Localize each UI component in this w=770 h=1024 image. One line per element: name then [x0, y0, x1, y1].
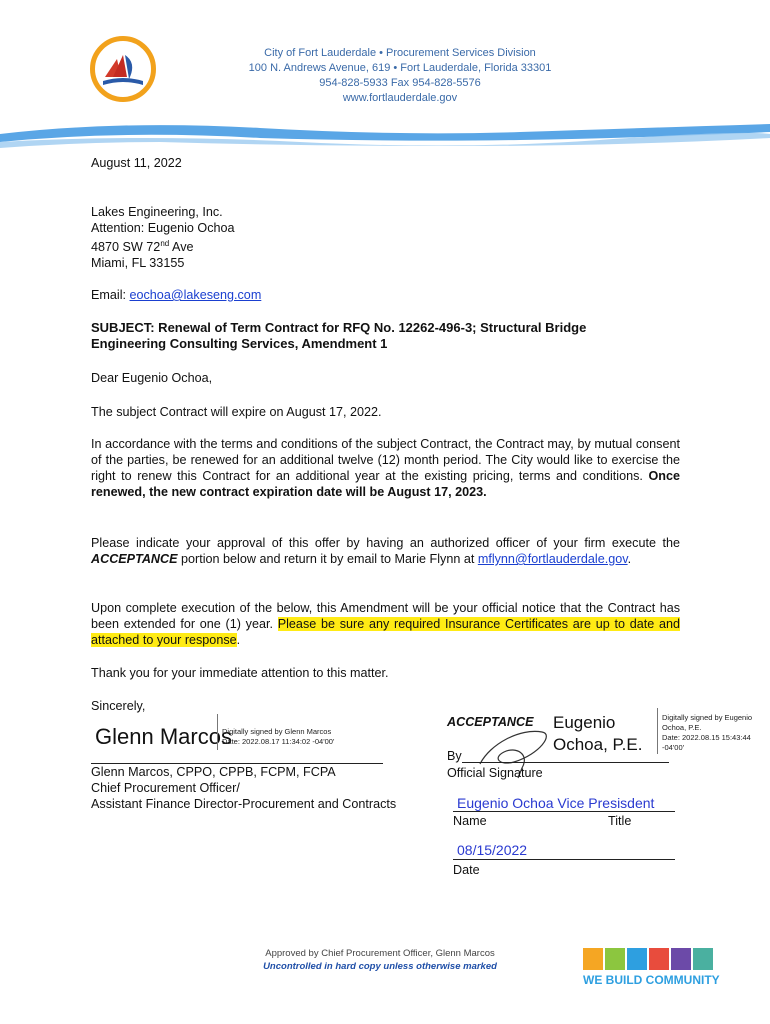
header-line-2: 100 N. Andrews Avenue, 619 • Fort Lauderdale, Florida 33301	[248, 62, 552, 74]
header-line-4: www.fortlauderdale.gov	[342, 92, 458, 104]
paragraph-expiration: The subject Contract will expire on August 17, 2022.	[91, 405, 382, 419]
insurance-highlight: Please be sure any required Insurance Certificates are up to date and attached to your response	[91, 617, 681, 647]
subject-line-2: Engineering Consulting Services, Amendment 1	[91, 336, 388, 351]
recipient-company: Lakes Engineering, Inc.	[91, 205, 223, 219]
official-signature-label: Official Signature	[447, 766, 543, 780]
salutation: Dear Eugenio Ochoa,	[91, 371, 213, 385]
by-signature-line	[462, 762, 669, 763]
subject-line-1: SUBJECT: Renewal of Term Contract for RFQ No. 12262-496-3; Structural Bridge	[91, 320, 587, 335]
signer-title-1: Chief Procurement Officer/	[91, 781, 240, 795]
signer-block	[91, 764, 396, 812]
footer-approved: Approved by Chief Procurement Officer, Glenn Marcos	[265, 948, 495, 959]
email-label: Email:	[91, 288, 130, 302]
name-label: Name	[453, 814, 487, 828]
date-line	[453, 859, 675, 860]
digital-signature-stamp-left: Digitally signed by Glenn Marcos Date: 2022.08.17 11:34:02 -04'00'	[222, 727, 335, 746]
digital-signature-stamp-right: Digitally signed by Eugenio Ochoa, P.E. Date: 2022.08.15 15:43:44 -04'00'	[662, 713, 753, 752]
email-line	[91, 287, 261, 303]
letter-date: August 11, 2022	[91, 156, 182, 170]
paragraph-notice: Upon complete execution of the below, this Amendment will be your official notice that the Contract has been extended for one (1) year. Please be sure any required Insurance Certificates are up to date and attached to your response.	[91, 601, 681, 647]
recipient-attention: Attention: Eugenio Ochoa	[91, 221, 235, 235]
date-field[interactable]: 08/15/2022	[457, 842, 528, 858]
community-icon-5	[671, 948, 691, 970]
community-icon-2	[605, 948, 625, 970]
community-icon-6	[693, 948, 713, 970]
community-icon-1	[583, 948, 603, 970]
acceptance-emphasis: ACCEPTANCE	[91, 552, 178, 566]
acceptance-divider	[657, 708, 659, 754]
marie-flynn-email-link[interactable]: mflynn@fortlauderdale.gov	[477, 552, 628, 566]
signer-title-2: Assistant Finance Director-Procurement and Contracts	[91, 797, 397, 811]
paragraph-renewal: In accordance with the terms and conditions of the subject Contract, the Contract may, by mutual consent of the parties, be renewed for an additional twelve (12) month period. The City would like to exercise the right to renew this Contract for an additional year at the existing pricing, terms and conditions. Once renewed, the new contract expiration date will be August 17, 2023.	[91, 437, 680, 499]
closing: Sincerely,	[91, 699, 146, 713]
by-label: By	[447, 749, 462, 763]
subject-block	[91, 320, 586, 352]
header-line-1: City of Fort Lauderdale • Procurement Services Division	[264, 47, 536, 59]
paragraph-thanks: Thank you for your immediate attention to this matter.	[91, 666, 389, 680]
recipient-block	[91, 204, 235, 271]
signer-name-title: Glenn Marcos, CPPO, CPPB, FCPM, FCPA	[91, 765, 336, 779]
city-seal-logo	[90, 36, 156, 102]
signature-glenn-marcos: Glenn Marcos	[95, 724, 232, 749]
community-icon-3	[627, 948, 647, 970]
recipient-city: Miami, FL 33155	[91, 256, 185, 271]
recipient-address: 4870 SW 72nd Ave	[91, 239, 194, 255]
paragraph-approval: Please indicate your approval of this offer by having an authorized officer of your firm execute the ACCEPTANCE portion below and return it by email to Marie Flynn at mflynn@fortlauderdale.gov.	[91, 536, 680, 566]
date-label: Date	[453, 863, 480, 877]
brand-we-build-community: WE BUILD COMMUNITY	[583, 973, 720, 987]
community-icon-4	[649, 948, 669, 970]
header-line-3: 954-828-5933 Fax 954-828-5576	[319, 77, 481, 89]
header-address-block	[190, 46, 610, 106]
signature-divider	[217, 714, 219, 750]
title-label: Title	[608, 814, 632, 828]
acceptance-label: ACCEPTANCE	[447, 715, 534, 729]
community-icon-strip	[583, 948, 723, 974]
footer-uncontrolled: Uncontrolled in hard copy unless otherwise marked	[263, 961, 497, 972]
renewal-expiration-bold: Once renewed, the new contract expiration date will be August 17, 2023.	[91, 469, 680, 499]
acceptance-signer-name: Eugenio Ochoa, P.E.	[553, 713, 643, 754]
recipient-email-link[interactable]: eochoa@lakeseng.com	[129, 288, 262, 302]
name-line	[453, 811, 675, 812]
name-title-field[interactable]: Eugenio Ochoa Vice Presisdent	[457, 795, 655, 811]
